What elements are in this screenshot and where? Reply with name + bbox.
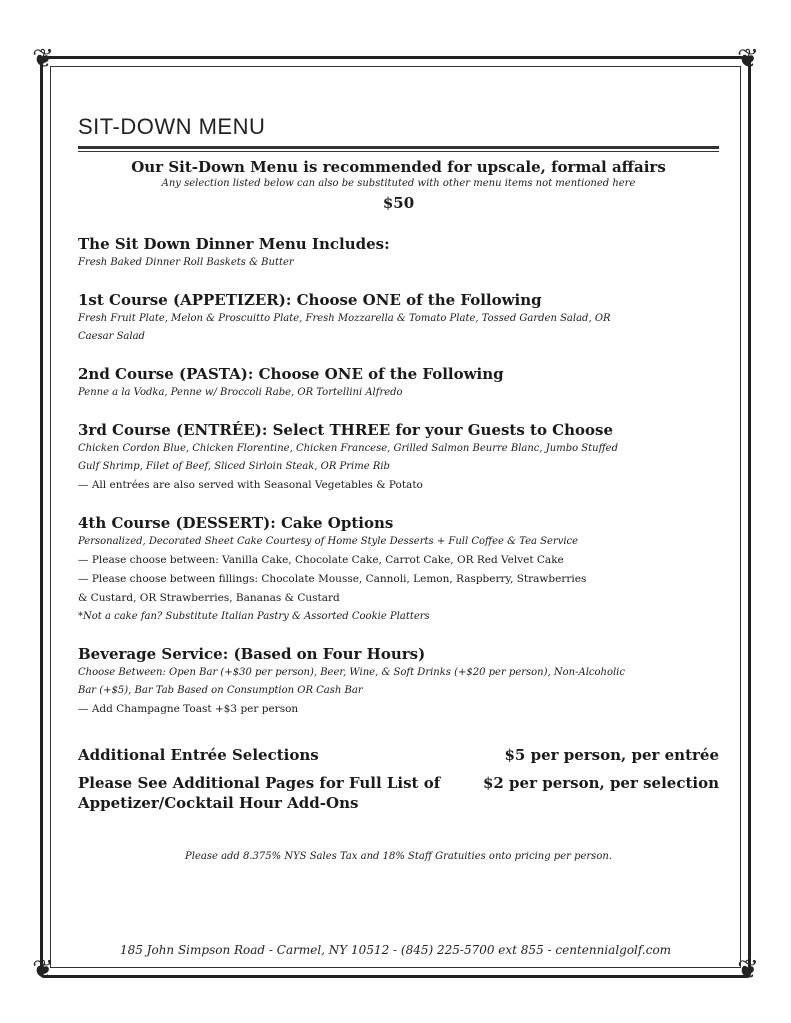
section-heading: 2nd Course (PASTA): Choose ONE of the Following [78,365,504,383]
section-note-line: — Please choose between fillings: Chocolate Mousse, Cannoli, Lemon, Raspberry, Strawberries [78,573,587,585]
pricing-row [78,773,719,813]
section-beverage [78,644,719,719]
intro-subtitle: Any selection listed below can also be substituted with other menu items not mentioned here [161,178,636,189]
footer-address: 185 John Simpson Road - Carmel, NY 10512 - (845) 225-5700 ext 855 - centennialgolf.com [119,943,672,957]
section-item-line: Fresh Baked Dinner Roll Baskets & Butter [78,257,294,268]
section-pasta [78,364,719,402]
section-item-line: *Not a cake fan? Substitute Italian Pastry & Assorted Cookie Platters [78,611,430,622]
tax-note: Please add 8.375% NYS Sales Tax and 18% Staff Gratuities onto pricing per person. [185,851,612,862]
corner-ornament-top-left-icon: ❦ [32,44,54,74]
section-item-line: Caesar Salad [78,331,145,342]
intro-headline: Our Sit-Down Menu is recommended for upscale, formal affairs [131,158,666,176]
section-item-line: Fresh Fruit Plate, Melon & Proscuitto Plate, Fresh Mozzarella & Tomato Plate, Tossed Garden Salad, OR [78,313,611,324]
menu-content [78,110,719,862]
pricing-row [78,745,719,765]
section-dessert [78,513,719,626]
corner-ornament-bottom-left-icon: ❦ [32,955,54,985]
section-note-line: — Add Champagne Toast +$3 per person [78,703,299,715]
section-heading: 4th Course (DESSERT): Cake Options [78,514,394,532]
pricing-value: $2 per person, per selection [482,774,719,792]
menu-price: $50 [382,194,415,212]
corner-ornament-top-right-icon: ❦ [737,44,759,74]
section-item-line: Personalized, Decorated Sheet Cake Courtesy of Home Style Desserts + Full Coffee & Tea Service [78,536,579,547]
section-item-line: Bar (+$5), Bar Tab Based on Consumption OR Cash Bar [78,685,363,696]
pricing-value: $5 per person, per entrée [504,746,719,764]
page-title: SIT-DOWN MENU [78,114,266,139]
section-appetizer [78,290,719,346]
pricing-block [78,745,719,813]
section-heading: The Sit Down Dinner Menu Includes: [78,235,390,253]
section-item-line: Choose Between: Open Bar (+$30 per person), Beer, Wine, & Soft Drinks (+$20 per person), Non-Alcoholic [78,667,625,678]
section-item-line: Gulf Shrimp, Filet of Beef, Sliced Sirloin Steak, OR Prime Rib [78,461,390,472]
title-divider [78,146,719,152]
section-heading: 1st Course (APPETIZER): Choose ONE of the Following [78,291,542,309]
section-item-line: Penne a la Vodka, Penne w/ Broccoli Rabe, OR Tortellini Alfredo [78,387,403,398]
section-note-line: — Please choose between: Vanilla Cake, Chocolate Cake, Carrot Cake, OR Red Velvet Cake [78,554,564,566]
section-note-line: & Custard, OR Strawberries, Bananas & Custard [78,592,340,604]
section-heading: Beverage Service: (Based on Four Hours) [78,645,426,663]
corner-ornament-bottom-right-icon: ❦ [737,955,759,985]
section-includes [78,234,719,272]
pricing-label: Additional Entrée Selections [78,746,319,764]
section-note-line: — All entrées are also served with Seasonal Vegetables & Potato [78,479,423,491]
pricing-label: Please See Additional Pages for Full List of Appetizer/Cocktail Hour Add-Ons [78,774,441,812]
section-item-line: Chicken Cordon Blue, Chicken Florentine, Chicken Francese, Grilled Salmon Beurre Blanc, Jumbo Stuffed [78,443,619,454]
section-entree [78,420,719,495]
intro-block [78,158,719,216]
section-heading: 3rd Course (ENTRÉE): Select THREE for your Guests to Choose [78,421,614,439]
